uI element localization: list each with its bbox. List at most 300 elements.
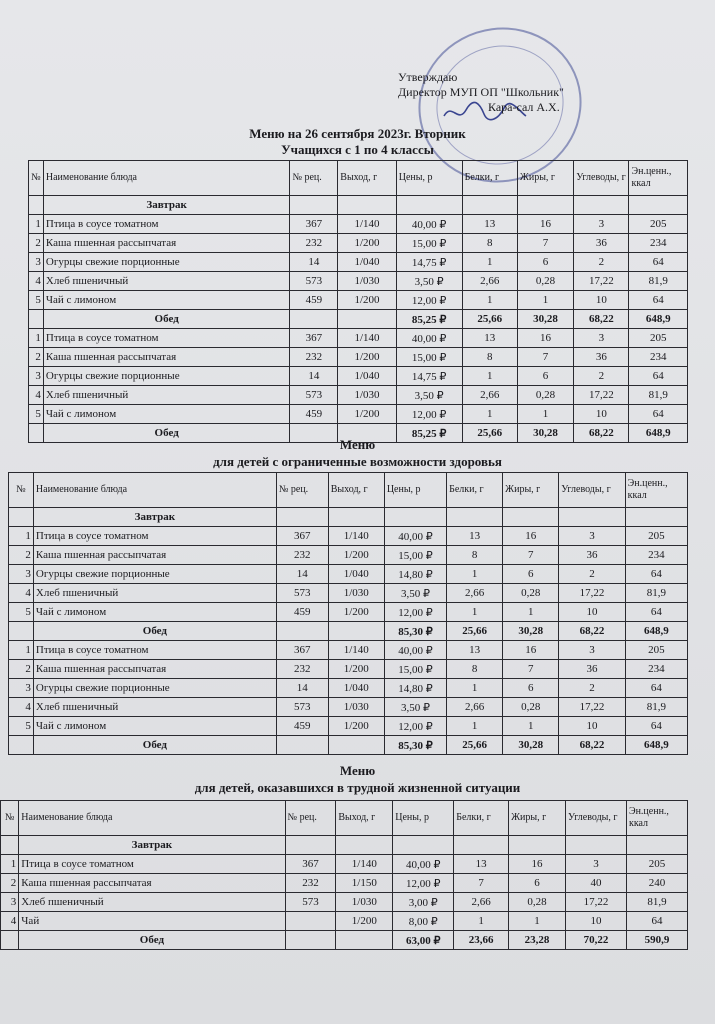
- table-row: [29, 386, 688, 405]
- section-cell-empty: [338, 196, 396, 215]
- header-recipe: № рец.: [285, 801, 336, 836]
- cell-yield: 1/140: [338, 329, 396, 348]
- section-cell-empty: [1, 836, 19, 855]
- cell-energy: 64: [625, 603, 687, 622]
- section-label: Завтрак: [33, 508, 276, 527]
- cell-recipe: 573: [290, 272, 338, 291]
- cell-recipe: 459: [276, 717, 328, 736]
- cell-fat: 7: [503, 546, 559, 565]
- header-name: Наименование блюда: [33, 473, 276, 508]
- cell-fat: 7: [503, 660, 559, 679]
- cell-recipe: 367: [276, 527, 328, 546]
- table-row: [29, 348, 688, 367]
- total-f: 30,28: [517, 424, 573, 443]
- cell-price: 15,00 ₽: [396, 348, 462, 367]
- header-price: Цены, р: [393, 801, 454, 836]
- table-row: [9, 660, 688, 679]
- cell-carbs: 36: [574, 348, 629, 367]
- cell-num: 3: [9, 679, 34, 698]
- total-label: Обед: [43, 310, 290, 329]
- section-cell-empty: [566, 836, 627, 855]
- section-label: Завтрак: [19, 836, 285, 855]
- total-e: 590,9: [626, 931, 687, 950]
- cell-num: 1: [1, 855, 19, 874]
- cell-energy: 81,9: [629, 272, 688, 291]
- cell-energy: 205: [625, 641, 687, 660]
- section-cell-empty: [625, 508, 687, 527]
- cell-recipe: 232: [276, 546, 328, 565]
- cell-energy: 64: [629, 405, 688, 424]
- cell-name: Каша пшенная рассыпчатая: [19, 874, 285, 893]
- cell-fat: 6: [503, 679, 559, 698]
- cell-energy: 64: [625, 717, 687, 736]
- total-row: [29, 310, 688, 329]
- cell-name: Каша пшенная рассыпчатая: [33, 660, 276, 679]
- cell-fat: 0,28: [503, 698, 559, 717]
- header-protein: Белки, г: [447, 473, 503, 508]
- total-e: 648,9: [629, 424, 688, 443]
- cell-name: Огурцы свежие порционные: [33, 565, 276, 584]
- total-c: 68,22: [574, 310, 629, 329]
- table-row: [9, 546, 688, 565]
- cell-yield: 1/030: [338, 272, 396, 291]
- section-row: [1, 836, 688, 855]
- header-name: Наименование блюда: [19, 801, 285, 836]
- cell-carbs: 3: [566, 855, 627, 874]
- cell-carbs: 10: [566, 912, 627, 931]
- total-cell-empty: [336, 931, 393, 950]
- cell-energy: 81,9: [625, 698, 687, 717]
- table-row: [1, 855, 688, 874]
- table-row: [29, 291, 688, 310]
- cell-protein: 1: [447, 603, 503, 622]
- cell-protein: 1: [462, 253, 517, 272]
- cell-recipe: 232: [276, 660, 328, 679]
- total-price: 63,00 ₽: [393, 931, 454, 950]
- cell-name: Птица в соусе томатном: [43, 329, 290, 348]
- cell-yield: 1/200: [328, 546, 384, 565]
- total-row: [9, 736, 688, 755]
- cell-yield: 1/200: [336, 912, 393, 931]
- table-row: [29, 329, 688, 348]
- cell-name: Хлеб пшеничный: [19, 893, 285, 912]
- cell-num: 4: [1, 912, 19, 931]
- cell-protein: 13: [462, 215, 517, 234]
- cell-protein: 1: [447, 717, 503, 736]
- total-label: Обед: [19, 931, 285, 950]
- total-label: Обед: [33, 622, 276, 641]
- section-row: [29, 196, 688, 215]
- cell-recipe: 232: [290, 234, 338, 253]
- cell-protein: 8: [462, 348, 517, 367]
- cell-num: 4: [29, 272, 44, 291]
- cell-energy: 234: [629, 234, 688, 253]
- cell-carbs: 36: [559, 660, 625, 679]
- cell-recipe: 573: [290, 386, 338, 405]
- header-fat: Жиры, г: [517, 161, 573, 196]
- cell-num: 2: [9, 546, 34, 565]
- cell-carbs: 2: [574, 367, 629, 386]
- cell-name: Птица в соусе томатном: [43, 215, 290, 234]
- cell-fat: 6: [509, 874, 566, 893]
- total-b: 25,66: [462, 424, 517, 443]
- cell-num: 2: [1, 874, 19, 893]
- cell-recipe: 14: [276, 679, 328, 698]
- cell-name: Чай с лимоном: [43, 291, 290, 310]
- cell-carbs: 10: [559, 603, 625, 622]
- section-cell-empty: [276, 508, 328, 527]
- cell-name: Каша пшенная рассыпчатая: [43, 348, 290, 367]
- cell-energy: 205: [626, 855, 687, 874]
- table-header-row: [29, 161, 688, 196]
- cell-num: 2: [29, 348, 44, 367]
- cell-recipe: 573: [285, 893, 336, 912]
- header-num: №: [9, 473, 34, 508]
- cell-carbs: 17,22: [559, 698, 625, 717]
- cell-fat: 16: [517, 215, 573, 234]
- cell-price: 12,00 ₽: [393, 874, 454, 893]
- cell-carbs: 10: [574, 291, 629, 310]
- cell-price: 15,00 ₽: [384, 660, 446, 679]
- cell-yield: 1/200: [328, 603, 384, 622]
- total-e: 648,9: [629, 310, 688, 329]
- cell-protein: 2,66: [462, 386, 517, 405]
- total-row: [9, 622, 688, 641]
- cell-carbs: 3: [574, 215, 629, 234]
- total-cell-empty: [9, 736, 34, 755]
- cell-recipe: 232: [285, 874, 336, 893]
- cell-yield: 1/030: [338, 386, 396, 405]
- cell-yield: 1/200: [338, 405, 396, 424]
- total-e: 648,9: [625, 622, 687, 641]
- cell-energy: 234: [625, 546, 687, 565]
- cell-recipe: [285, 912, 336, 931]
- cell-num: 3: [9, 565, 34, 584]
- cell-price: 3,50 ₽: [396, 386, 462, 405]
- total-cell-empty: [328, 736, 384, 755]
- cell-price: 40,00 ₽: [384, 641, 446, 660]
- cell-price: 14,80 ₽: [384, 679, 446, 698]
- table-row: [29, 272, 688, 291]
- cell-protein: 7: [454, 874, 509, 893]
- header-energy: Эн.ценн., ккал: [625, 473, 687, 508]
- cell-fat: 0,28: [517, 272, 573, 291]
- cell-name: Огурцы свежие порционные: [33, 679, 276, 698]
- cell-fat: 0,28: [517, 386, 573, 405]
- section-cell-empty: [626, 836, 687, 855]
- header-protein: Белки, г: [454, 801, 509, 836]
- cell-energy: 81,9: [629, 386, 688, 405]
- header-energy: Эн.ценн., ккал: [629, 161, 688, 196]
- total-b: 25,66: [447, 736, 503, 755]
- cell-name: Птица в соусе томатном: [33, 641, 276, 660]
- cell-price: 3,50 ₽: [396, 272, 462, 291]
- section-cell-empty: [290, 196, 338, 215]
- total-b: 25,66: [447, 622, 503, 641]
- cell-protein: 1: [462, 367, 517, 386]
- total-row: [1, 931, 688, 950]
- cell-price: 3,50 ₽: [384, 584, 446, 603]
- cell-carbs: 17,22: [574, 386, 629, 405]
- table-row: [9, 584, 688, 603]
- section-cell-empty: [503, 508, 559, 527]
- cell-yield: 1/140: [336, 855, 393, 874]
- cell-name: Каша пшенная рассыпчатая: [43, 234, 290, 253]
- total-cell-empty: [276, 736, 328, 755]
- cell-yield: 1/040: [338, 253, 396, 272]
- cell-energy: 205: [625, 527, 687, 546]
- cell-num: 5: [29, 291, 44, 310]
- total-f: 30,28: [503, 622, 559, 641]
- cell-yield: 1/200: [338, 234, 396, 253]
- header-recipe: № рец.: [290, 161, 338, 196]
- cell-energy: 81,9: [625, 584, 687, 603]
- cell-protein: 8: [447, 546, 503, 565]
- cell-fat: 16: [509, 855, 566, 874]
- cell-recipe: 367: [290, 215, 338, 234]
- cell-name: Хлеб пшеничный: [43, 386, 290, 405]
- cell-protein: 2,66: [447, 698, 503, 717]
- cell-protein: 8: [447, 660, 503, 679]
- cell-num: 1: [29, 329, 44, 348]
- header-yield: Выход, г: [336, 801, 393, 836]
- cell-recipe: 232: [290, 348, 338, 367]
- total-c: 68,22: [559, 736, 625, 755]
- header-fat: Жиры, г: [509, 801, 566, 836]
- section-cell-empty: [396, 196, 462, 215]
- header-protein: Белки, г: [462, 161, 517, 196]
- table-1-subtitle: Учащихся с 1 по 4 классы: [281, 142, 434, 157]
- cell-fat: 1: [503, 603, 559, 622]
- table-header-row: [1, 801, 688, 836]
- cell-price: 40,00 ₽: [396, 215, 462, 234]
- table-row: [29, 234, 688, 253]
- cell-name: Чай с лимоном: [33, 603, 276, 622]
- table-3-heading: Меню: [339, 763, 376, 778]
- section-cell-empty: [328, 508, 384, 527]
- cell-carbs: 3: [559, 527, 625, 546]
- cell-fat: 7: [517, 234, 573, 253]
- cell-name: Хлеб пшеничный: [33, 584, 276, 603]
- cell-fat: 1: [517, 291, 573, 310]
- cell-yield: 1/030: [328, 698, 384, 717]
- cell-num: 4: [9, 584, 34, 603]
- cell-protein: 13: [447, 527, 503, 546]
- cell-carbs: 36: [559, 546, 625, 565]
- cell-fat: 0,28: [503, 584, 559, 603]
- cell-num: 4: [9, 698, 34, 717]
- cell-yield: 1/030: [336, 893, 393, 912]
- table-row: [29, 215, 688, 234]
- cell-num: 5: [9, 717, 34, 736]
- cell-protein: 2,66: [454, 893, 509, 912]
- table-row: [29, 253, 688, 272]
- cell-num: 4: [29, 386, 44, 405]
- cell-carbs: 17,22: [574, 272, 629, 291]
- total-e: 648,9: [625, 736, 687, 755]
- cell-yield: 1/150: [336, 874, 393, 893]
- cell-recipe: 367: [276, 641, 328, 660]
- cell-energy: 64: [626, 912, 687, 931]
- cell-price: 40,00 ₽: [393, 855, 454, 874]
- cell-price: 40,00 ₽: [384, 527, 446, 546]
- cell-fat: 1: [509, 912, 566, 931]
- total-label: Обед: [33, 736, 276, 755]
- header-num: №: [1, 801, 19, 836]
- cell-energy: 64: [629, 253, 688, 272]
- cell-energy: 81,9: [626, 893, 687, 912]
- section-cell-empty: [517, 196, 573, 215]
- cell-name: Хлеб пшеничный: [43, 272, 290, 291]
- header-carbs: Углеводы, г: [559, 473, 625, 508]
- cell-num: 2: [29, 234, 44, 253]
- cell-yield: 1/200: [328, 717, 384, 736]
- table-3-subtitle: для детей, оказавшихся в трудной жизненной ситуации: [194, 780, 521, 795]
- total-price: 85,30 ₽: [384, 736, 446, 755]
- section-cell-empty: [462, 196, 517, 215]
- table-header-row: [9, 473, 688, 508]
- table-row: [1, 874, 688, 893]
- table-row: [1, 912, 688, 931]
- header-yield: Выход, г: [338, 161, 396, 196]
- cell-fat: 1: [503, 717, 559, 736]
- approval-line-1: Утверждаю: [398, 70, 458, 84]
- cell-fat: 7: [517, 348, 573, 367]
- cell-price: 15,00 ₽: [396, 234, 462, 253]
- cell-carbs: 3: [574, 329, 629, 348]
- cell-price: 8,00 ₽: [393, 912, 454, 931]
- cell-num: 1: [29, 215, 44, 234]
- total-cell-empty: [290, 310, 338, 329]
- cell-energy: 205: [629, 329, 688, 348]
- table-row: [29, 367, 688, 386]
- cell-num: 3: [29, 367, 44, 386]
- cell-carbs: 10: [574, 405, 629, 424]
- cell-energy: 205: [629, 215, 688, 234]
- cell-yield: 1/030: [328, 584, 384, 603]
- cell-name: Огурцы свежие порционные: [43, 367, 290, 386]
- cell-price: 3,50 ₽: [384, 698, 446, 717]
- total-price: 85,25 ₽: [396, 424, 462, 443]
- menu-table-2: [8, 472, 688, 755]
- cell-recipe: 14: [290, 367, 338, 386]
- cell-fat: 16: [503, 641, 559, 660]
- cell-protein: 13: [462, 329, 517, 348]
- total-label: Обед: [43, 424, 290, 443]
- header-carbs: Углеводы, г: [574, 161, 629, 196]
- cell-carbs: 36: [574, 234, 629, 253]
- cell-price: 40,00 ₽: [396, 329, 462, 348]
- header-price: Цены, р: [384, 473, 446, 508]
- total-f: 30,28: [503, 736, 559, 755]
- cell-protein: 13: [454, 855, 509, 874]
- cell-price: 12,00 ₽: [384, 603, 446, 622]
- cell-fat: 0,28: [509, 893, 566, 912]
- table-row: [9, 717, 688, 736]
- section-cell-empty: [447, 508, 503, 527]
- cell-energy: 240: [626, 874, 687, 893]
- total-cell-empty: [9, 622, 34, 641]
- cell-price: 14,75 ₽: [396, 253, 462, 272]
- menu-table-1: [28, 160, 688, 443]
- cell-yield: 1/200: [338, 291, 396, 310]
- cell-protein: 1: [447, 565, 503, 584]
- total-c: 68,22: [559, 622, 625, 641]
- cell-num: 3: [29, 253, 44, 272]
- section-cell-empty: [629, 196, 688, 215]
- cell-fat: 6: [503, 565, 559, 584]
- cell-price: 3,00 ₽: [393, 893, 454, 912]
- cell-fat: 16: [517, 329, 573, 348]
- cell-name: Чай с лимоном: [43, 405, 290, 424]
- total-cell-empty: [29, 310, 44, 329]
- cell-fat: 16: [503, 527, 559, 546]
- cell-energy: 234: [629, 348, 688, 367]
- cell-protein: 1: [462, 405, 517, 424]
- total-f: 30,28: [517, 310, 573, 329]
- cell-num: 1: [9, 641, 34, 660]
- cell-num: 5: [9, 603, 34, 622]
- cell-yield: 1/200: [328, 660, 384, 679]
- cell-protein: 2,66: [447, 584, 503, 603]
- cell-carbs: 40: [566, 874, 627, 893]
- table-row: [9, 698, 688, 717]
- header-price: Цены, р: [396, 161, 462, 196]
- cell-name: Птица в соусе томатном: [33, 527, 276, 546]
- cell-fat: 6: [517, 367, 573, 386]
- menu-table-3: [0, 800, 688, 950]
- total-cell-empty: [328, 622, 384, 641]
- total-cell-empty: [338, 310, 396, 329]
- cell-num: 1: [9, 527, 34, 546]
- cell-carbs: 2: [559, 565, 625, 584]
- total-cell-empty: [285, 931, 336, 950]
- cell-protein: 8: [462, 234, 517, 253]
- cell-yield: 1/140: [328, 641, 384, 660]
- cell-protein: 13: [447, 641, 503, 660]
- header-energy: Эн.ценн., ккал: [626, 801, 687, 836]
- cell-name: Огурцы свежие порционные: [43, 253, 290, 272]
- total-b: 25,66: [462, 310, 517, 329]
- cell-yield: 1/140: [338, 215, 396, 234]
- cell-price: 14,80 ₽: [384, 565, 446, 584]
- cell-price: 12,00 ₽: [396, 405, 462, 424]
- cell-carbs: 2: [574, 253, 629, 272]
- header-carbs: Углеводы, г: [566, 801, 627, 836]
- cell-yield: 1/040: [328, 565, 384, 584]
- cell-recipe: 14: [290, 253, 338, 272]
- total-cell-empty: [1, 931, 19, 950]
- total-c: 70,22: [566, 931, 627, 950]
- cell-carbs: 10: [559, 717, 625, 736]
- cell-yield: 1/040: [338, 367, 396, 386]
- section-cell-empty: [336, 836, 393, 855]
- page-title: Меню на 26 сентября 2023г. Вторник: [249, 126, 466, 141]
- total-price: 85,25 ₽: [396, 310, 462, 329]
- section-cell-empty: [509, 836, 566, 855]
- table-row: [9, 679, 688, 698]
- cell-energy: 64: [625, 565, 687, 584]
- header-num: №: [29, 161, 44, 196]
- table-row: [9, 565, 688, 584]
- cell-recipe: 14: [276, 565, 328, 584]
- table-2-subtitle: для детей с ограниченные возможности здоровья: [213, 454, 502, 469]
- table-row: [9, 603, 688, 622]
- cell-carbs: 2: [559, 679, 625, 698]
- cell-yield: 1/040: [328, 679, 384, 698]
- section-cell-empty: [559, 508, 625, 527]
- cell-energy: 234: [625, 660, 687, 679]
